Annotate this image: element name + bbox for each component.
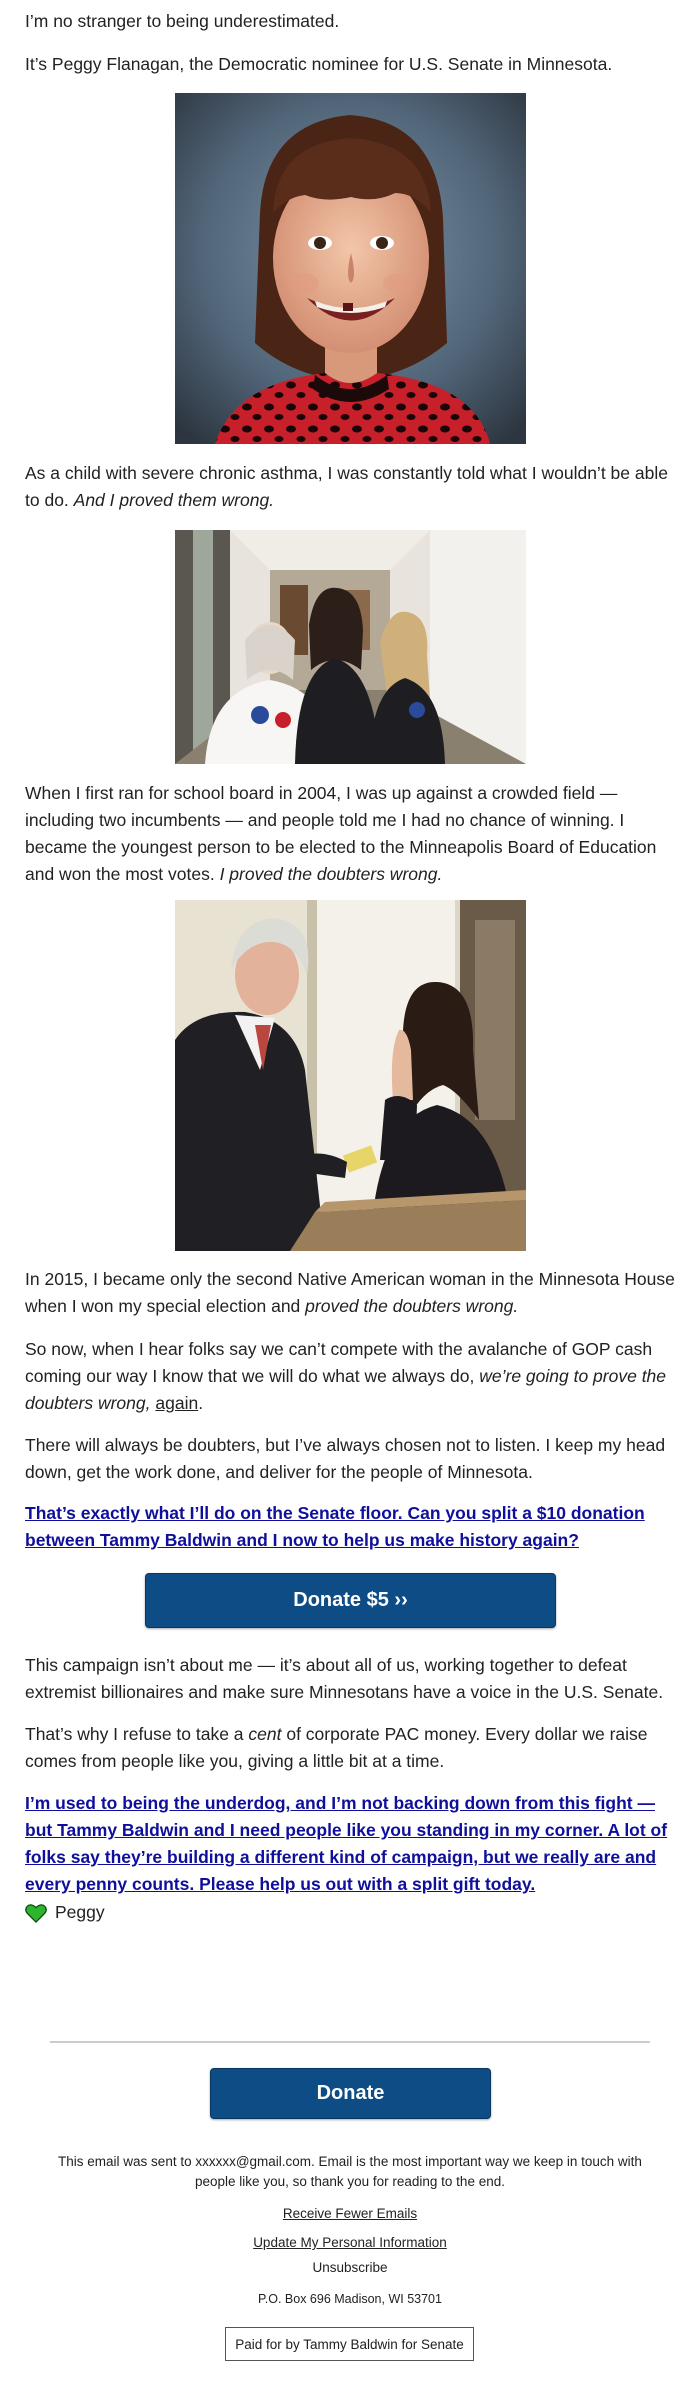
para-campaign: This campaign isn’t about me — it’s about all of us, working together to defeat extremist billionaires and make sure Minnesotans have a voice in the U.S. Senate.: [25, 1655, 664, 1702]
intro-line-2: It’s Peggy Flanagan, the Democratic nominee for U.S. Senate in Minnesota.: [25, 54, 613, 74]
intro-line-1: I’m no stranger to being underestimated.: [25, 11, 340, 31]
signature-name: Peggy: [55, 1902, 105, 1922]
update-info: [50, 2233, 650, 2253]
green-heart-icon: [25, 1903, 47, 1923]
mailing-address: P.O. Box 696 Madison, WI 53701: [258, 2292, 442, 2306]
para-school-board: When I first ran for school board in 2004, I was up against a crowded field — including two incumbents — and people told me I had no chance of winning. I became the youngest person to be elected to the Minneapolis Board of Education and won the most votes. I proved the doubters wrong.: [25, 783, 657, 884]
para-asthma: As a child with severe chronic asthma, I was constantly told what I wouldn’t be able to do. And I proved them wrong.: [25, 463, 668, 510]
childhood-photo: [175, 93, 526, 444]
unsubscribe: [50, 2258, 650, 2278]
update-info-link[interactable]: Update My Personal Information: [253, 2235, 447, 2250]
para-doubters: There will always be doubters, but I’ve always chosen not to listen. I keep my head down, get the work done, and deliver for the people of Minnesota.: [25, 1435, 666, 1482]
unsubscribe-link[interactable]: Unsubscribe: [312, 2260, 388, 2275]
receive-fewer-emails-link[interactable]: Receive Fewer Emails: [282, 2206, 418, 2221]
paid-for-disclaimer: Paid for by Tammy Baldwin for Senate: [225, 2327, 474, 2361]
sent-to-notice: This email was sent to xxxxxx@gmail.com. Email is the most important way we keep in touch with people like you, so thank you for reading to the end.: [58, 2154, 642, 2189]
donate-5-button[interactable]: Donate $5 ››: [145, 1573, 556, 1628]
receive-fewer-emails: [50, 2204, 650, 2224]
swearing-in-photo: [175, 900, 526, 1251]
para-minnesota-house: In 2015, I became only the second Native American woman in the Minnesota House when I won my special election and proved the doubters wrong.: [25, 1269, 675, 1316]
footer-divider: [50, 2041, 650, 2043]
split-donation-link[interactable]: That’s exactly what I’ll do on the Senate floor. Can you split a $10 donation between Tammy Baldwin and I now to help us make history again?: [25, 1503, 645, 1550]
para-so-now: So now, when I hear folks say we can’t compete with the avalanche of GOP cash coming our way I know that we will do what we always do, we’re going to prove the doubters wrong, again.: [25, 1339, 667, 1413]
para-corporate-pac: That’s why I refuse to take a cent of corporate PAC money. Every dollar we raise comes from people like you, giving a little bit at a time.: [25, 1724, 648, 1771]
signature: [25, 1902, 105, 1923]
supporters-photo: [175, 530, 526, 764]
split-gift-link[interactable]: I’m used to being the underdog, and I’m not backing down from this fight — but Tammy Baldwin and I need people like you standing in my corner. A lot of folks say they’re building a different kind of campaign, but we really are and every penny counts. Please help us out with a split gift today.: [25, 1793, 668, 1894]
footer-donate-button[interactable]: Donate: [210, 2068, 491, 2119]
